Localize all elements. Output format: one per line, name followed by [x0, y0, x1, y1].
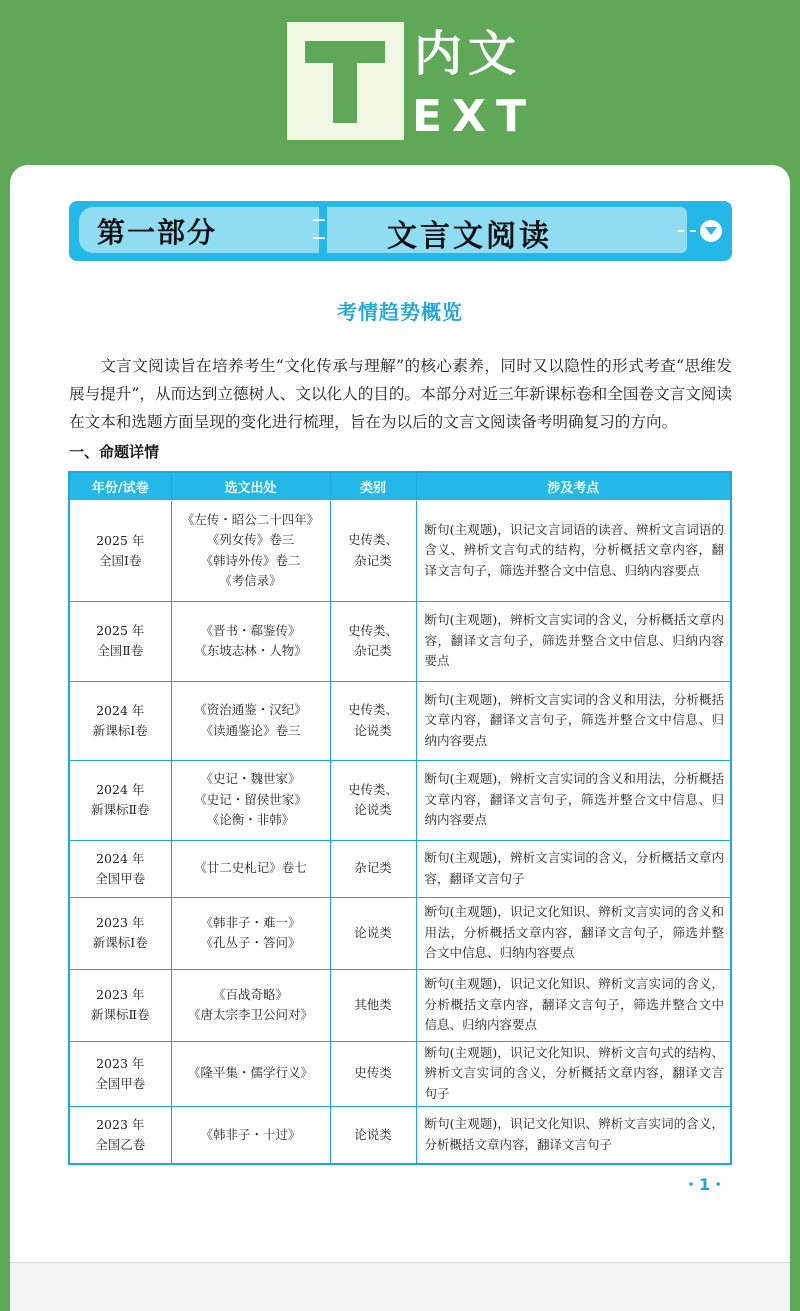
table-row [69, 1106, 731, 1164]
cell-points: 断句(主观题)，辨析文言实词的含义，分析概括文章内容，翻译文言句子 [416, 840, 731, 897]
source-title: 《东坡志林・人物》 [194, 643, 307, 658]
cell-points: 断句(主观题)，辨析文言实词的含义和用法，分析概括文章内容，翻译文言句子，筛选并整合文中信息、归纳内容要点 [416, 760, 731, 840]
year-text: 2024 年 [96, 782, 145, 797]
header-title-en: EXT [412, 91, 536, 142]
category-text: 史传类、 [347, 781, 398, 797]
table-row [69, 681, 731, 760]
category-text: 论说类 [354, 722, 392, 738]
category-text: 史传类、 [347, 532, 398, 547]
table-row [69, 897, 731, 969]
cell-category [330, 760, 416, 840]
paper-text: 全国甲卷 [95, 1075, 146, 1091]
cell-source [171, 601, 330, 681]
cell-source [171, 760, 330, 840]
cell-year [69, 1106, 171, 1164]
category-text: 史传类 [354, 1065, 392, 1081]
year-text: 2024 年 [96, 702, 145, 718]
cell-year [69, 760, 171, 840]
cell-source [171, 969, 330, 1041]
col-header-source: 选文出处 [171, 472, 330, 500]
category-text: 杂记类 [354, 643, 392, 658]
cell-year [69, 969, 171, 1041]
year-text: 2025 年 [96, 623, 145, 638]
cell-year [69, 681, 171, 760]
source-title: 《史记・魏世家》 [200, 771, 301, 787]
source-title: 《考信录》 [219, 573, 282, 588]
category-text: 杂记类 [354, 552, 392, 568]
table-row [69, 500, 731, 601]
year-text: 2023 年 [96, 987, 145, 1002]
cell-category [330, 897, 416, 969]
source-title: 《资治通鉴・汉纪》 [194, 702, 307, 717]
cell-category [330, 840, 416, 897]
cell-points: 断句(主观题)，识记文言词语的读音、辨析文言词语的含义、辨析文言句式的结构，分析概括文章内容，翻译文言句子，筛选并整合文中信息、归纳内容要点 [416, 500, 731, 601]
header-logo-t [287, 22, 404, 140]
paper-text: 新课标Ⅱ卷 [91, 802, 150, 817]
cell-year [69, 840, 171, 897]
table-row [69, 1041, 731, 1106]
cell-source [171, 500, 330, 601]
part-label: 第一部分 [97, 216, 218, 249]
paper-text: 全国甲卷 [95, 870, 146, 886]
cell-category [330, 681, 416, 760]
source-title: 《左传・昭公二十四年》 [181, 511, 320, 527]
source-title: 《韩非子・难一》 [200, 914, 301, 930]
year-text: 2023 年 [96, 915, 145, 930]
col-header-category: 类别 [330, 472, 416, 500]
cell-source [171, 1041, 330, 1106]
source-title: 《韩非子・十过》 [200, 1126, 301, 1142]
paper-text: 新课标Ⅱ卷 [91, 1007, 150, 1022]
cell-source [171, 1106, 330, 1164]
paper-text: 新课标Ⅰ卷 [92, 722, 148, 738]
cell-points: 断句(主观题)，识记文化知识、辨析文言实词的含义和用法，分析概括文章内容，翻译文言句子，筛选并整合文中信息、归纳内容要点 [416, 897, 731, 969]
cell-category [330, 1041, 416, 1106]
paper-text: 全国Ⅱ卷 [97, 643, 144, 658]
source-title: 《列女传》卷三 [206, 532, 295, 547]
category-text: 论说类 [354, 802, 392, 817]
col-header-year: 年份/试卷 [69, 472, 171, 500]
bottom-strip [10, 1262, 790, 1311]
source-title: 《史记・留侯世家》 [194, 791, 307, 807]
category-text: 论说类 [354, 924, 392, 940]
source-title: 《论衡・非韩》 [206, 812, 295, 828]
category-text: 杂记类 [354, 860, 392, 876]
category-text: 其他类 [354, 996, 392, 1012]
page-number: ・1・ [683, 1175, 727, 1194]
table-header-row [69, 472, 731, 500]
table-row [69, 760, 731, 840]
cell-category [330, 969, 416, 1041]
year-text: 2024 年 [96, 850, 145, 866]
year-text: 2025 年 [96, 532, 145, 548]
table-row [69, 840, 731, 897]
year-text: 2023 年 [96, 1116, 145, 1132]
cell-category [330, 500, 416, 601]
cell-source [171, 840, 330, 897]
cell-points: 断句(主观题)，辨析文言实词的含义和用法，分析概括文章内容，翻译文言句子，筛选并整合文中信息、归纳内容要点 [416, 681, 731, 760]
cell-category [330, 601, 416, 681]
paper-text: 全国乙卷 [95, 1136, 146, 1152]
part-title: 文言文阅读 [387, 219, 552, 254]
category-text: 史传类、 [347, 702, 398, 717]
cell-source [171, 897, 330, 969]
year-text: 2023 年 [96, 1055, 145, 1071]
paper-text: 新课标Ⅰ卷 [92, 935, 148, 950]
source-title: 《韩诗外传》卷二 [200, 552, 301, 568]
cell-points: 断句(主观题)，辨析文言实词的含义，分析概括文章内容，翻译文言句子，筛选并整合文中信息、归纳内容要点 [416, 601, 731, 681]
cell-category [330, 1106, 416, 1164]
cell-points: 断句(主观题)，识记文化知识、辨析文言实词的含义，分析概括文章内容，翻译文言句子，筛选并整合文中信息、归纳内容要点 [416, 969, 731, 1041]
exam-table [68, 471, 732, 1165]
cell-year [69, 1041, 171, 1106]
cell-year [69, 601, 171, 681]
cell-points: 断句(主观题)，识记文化知识、辨析文言实词的含义，分析概括文章内容，翻译文言句子 [416, 1106, 731, 1164]
table-row [69, 601, 731, 681]
source-title: 《百战奇略》 [212, 986, 288, 1002]
source-title: 《读通鉴论》卷三 [200, 722, 301, 738]
source-title: 《廿二史札记》卷七 [194, 860, 307, 876]
source-title: 《孔丛子・答问》 [200, 935, 301, 950]
cell-points: 断句(主观题)，识记文化知识、辨析文言句式的结构、辨析文言实词的含义，分析概括文章内容，翻译文言句子 [416, 1041, 731, 1106]
cell-year [69, 500, 171, 601]
chevron-down-icon [700, 220, 722, 242]
source-title: 《隆平集・儒学行义》 [187, 1065, 313, 1081]
intro-paragraph: 文言文阅读旨在培养考生“文化传承与理解”的核心素养，同时又以隐性的形式考查“思维发展与提升”，从而达到立德树人、文以化人的目的。本部分对近三年新课标卷和全国卷文言文阅读在文本和选题方面呈现的变化进行梳理，旨在为以后的文言文阅读备考明确复习的方向。 [69, 357, 732, 431]
subsection-title: 一、命题详情 [69, 443, 160, 461]
col-header-points: 涉及考点 [416, 472, 731, 500]
paper-text: 全国Ⅰ卷 [99, 552, 142, 568]
category-text: 史传类、 [347, 622, 398, 638]
part-banner [69, 201, 732, 261]
source-title: 《晋书・郗鉴传》 [200, 622, 301, 638]
table-row [69, 969, 731, 1041]
header-title-cn: 内文 [414, 26, 523, 82]
section-title: 考情趋势概览 [337, 300, 463, 324]
cell-source [171, 681, 330, 760]
cell-year [69, 897, 171, 969]
source-title: 《唐太宗李卫公问对》 [187, 1007, 313, 1022]
category-text: 论说类 [354, 1126, 392, 1142]
